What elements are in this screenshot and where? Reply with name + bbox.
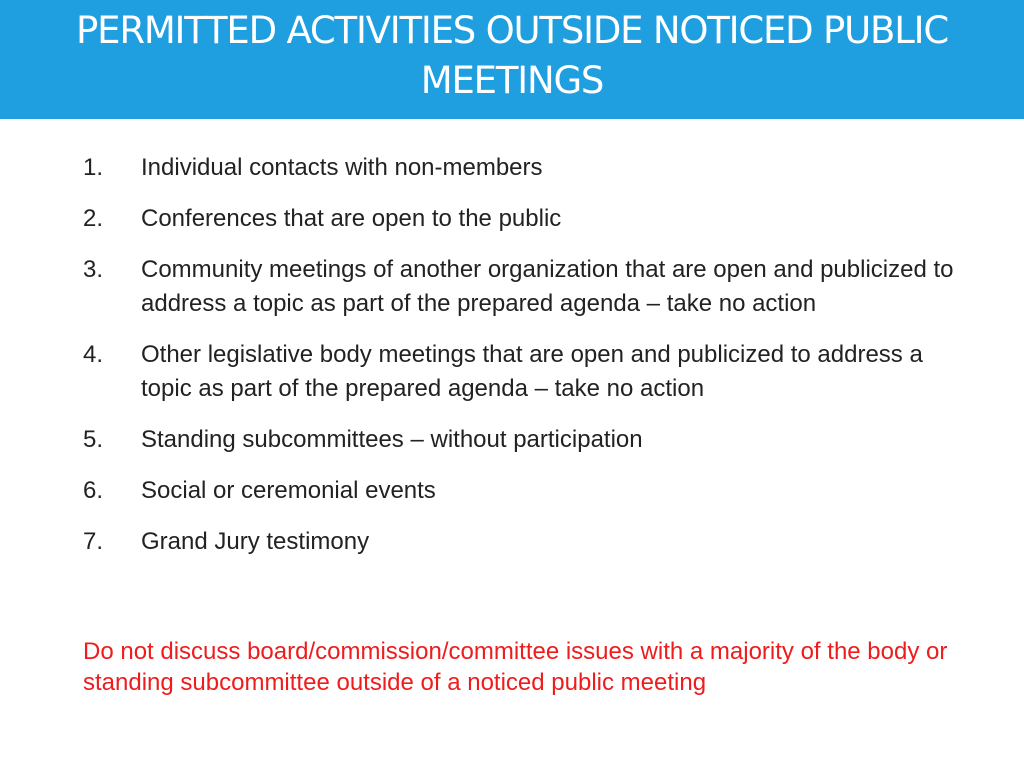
item-text: Other legislative body meetings that are open and publicized to address a topic as part of the prepared agenda – take no action [141,341,923,402]
activities-list [83,151,973,576]
list-item [83,525,973,559]
item-text: Individual contacts with non-members [141,154,543,181]
list-item [83,202,973,236]
item-text: Standing subcommittees – without participation [141,426,643,453]
list-item [83,474,973,508]
item-text: Grand Jury testimony [141,528,370,555]
slide-title: PERMITTED ACTIVITIES OUTSIDE NOTICED PUBLIC MEETINGS [76,9,948,102]
item-number: 6. [83,477,104,504]
title-bar [0,0,1024,119]
item-text: Social or ceremonial events [141,477,436,504]
warning-note: Do not discuss board/commission/committee issues with a majority of the body or standing subcommittee outside of a noticed public meeting [83,638,948,696]
item-text: Community meetings of another organization that are open and publicized to address a topic as part of the prepared agenda – take no action [141,256,954,317]
list-item [83,423,973,457]
list-item [83,253,973,321]
item-number: 4. [83,341,104,368]
list-item [83,151,973,185]
item-number: 1. [83,154,104,181]
list-item [83,338,973,406]
item-text: Conferences that are open to the public [141,205,562,232]
item-number: 2. [83,205,104,232]
item-number: 5. [83,426,104,453]
item-number: 7. [83,528,104,555]
item-number: 3. [83,256,104,283]
